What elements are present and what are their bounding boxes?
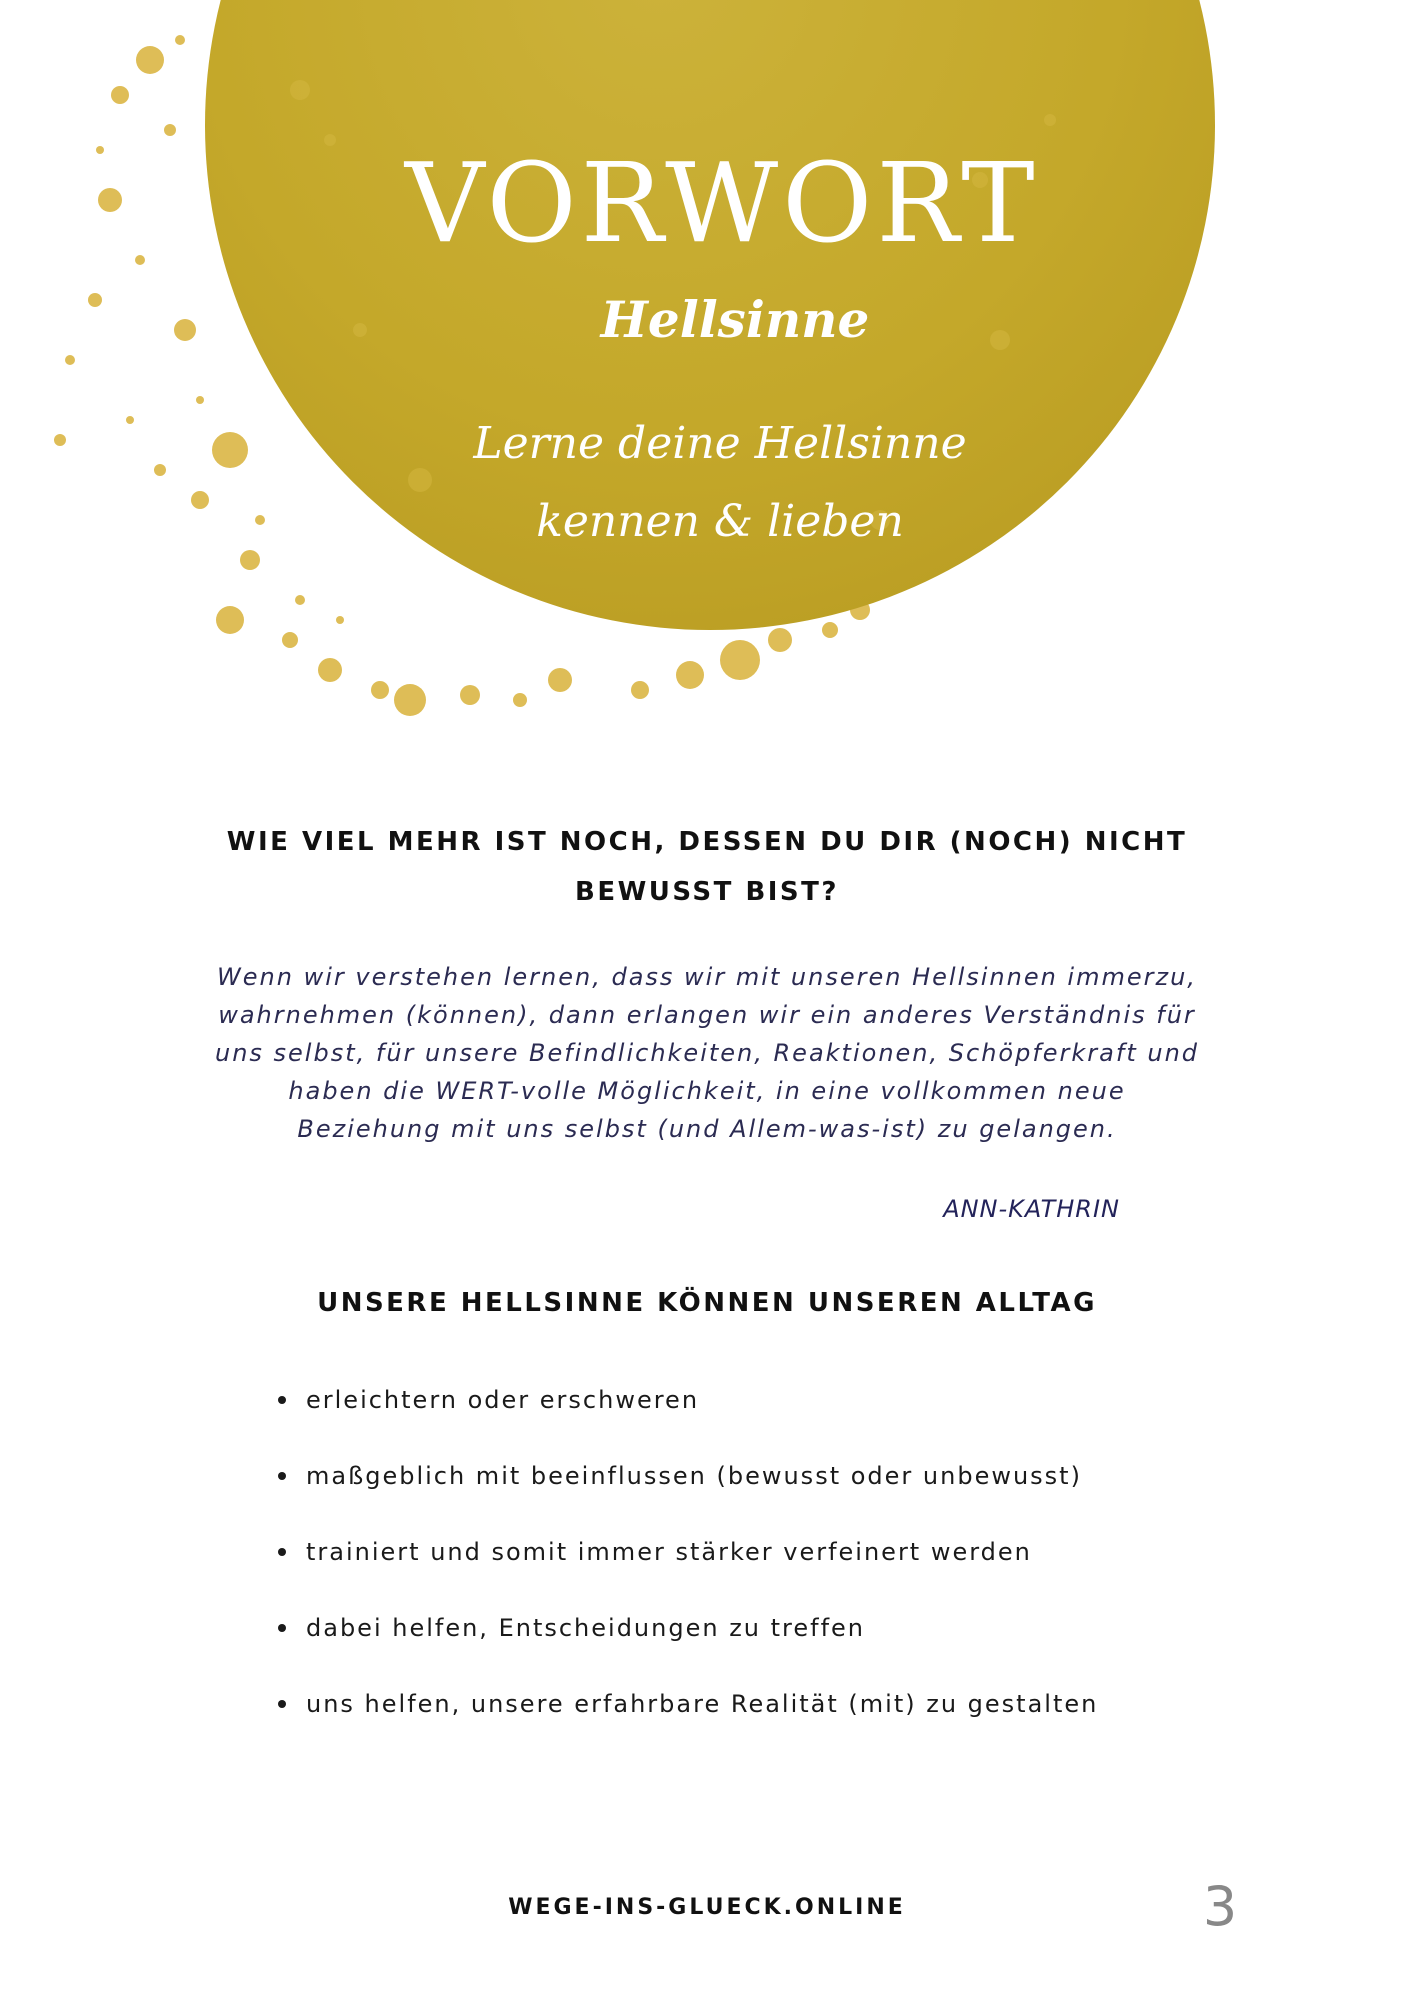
quote-author: ANN-KATHRIN [943,1195,1120,1223]
header-artwork [0,0,1414,720]
list-item-text: dabei helfen, Entscheidungen zu treffen [306,1614,866,1642]
gold-circle-splash [0,0,1414,720]
bullet-icon [278,1548,286,1556]
bullet-icon [278,1396,286,1404]
list-item [278,1608,1178,1684]
page-subtitle: Hellsinne [600,290,870,349]
quote-line: wahrnehmen (können), dann erlangen wir ein anderes Verständnis für [218,1001,1196,1029]
footer-website: WEGE-INS-GLUECK.ONLINE [508,1895,906,1920]
intro-question [215,817,1199,917]
list-item-text: trainiert und somit immer stärker verfeinert werden [306,1538,1032,1566]
list-item [278,1532,1178,1608]
list-item-text: maßgeblich mit beeinflussen (bewusst oder unbewusst) [306,1462,1082,1490]
tagline [440,405,1000,561]
list-item [278,1684,1178,1760]
intro-question-line-2: BEWUSST BIST? [575,877,839,907]
bullet-icon [278,1472,286,1480]
intro-question-line-1: WIE VIEL MEHR IST NOCH, DESSEN DU DIR (NOCH) NICHT [226,827,1188,857]
section-heading: UNSERE HELLSINNE KÖNNEN UNSEREN ALLTAG [317,1288,1097,1318]
list-item [278,1456,1178,1532]
benefits-list [278,1380,1178,1760]
tagline-line-2: kennen & lieben [536,496,904,547]
quote-line: haben die WERT-volle Möglichkeit, in eine vollkommen neue [288,1077,1126,1105]
page-title: VORWORT [405,139,1039,267]
bullet-icon [278,1700,286,1708]
list-item [278,1380,1178,1456]
page-number: 3 [1202,1875,1238,1938]
list-item-text: erleichtern oder erschweren [306,1386,700,1414]
quote-line: uns selbst, für unsere Befindlichkeiten, Reaktionen, Schöpferkraft und [214,1039,1200,1067]
bullet-icon [278,1624,286,1632]
tagline-line-1: Lerne deine Hellsinne [473,418,967,469]
quote-line: Beziehung mit uns selbst (und Allem-was-ist) zu gelangen. [297,1115,1117,1143]
intro-quote [210,958,1204,1148]
list-item-text: uns helfen, unsere erfahrbare Realität (mit) zu gestalten [306,1690,1099,1718]
quote-line: Wenn wir verstehen lernen, dass wir mit unseren Hellsinnen immerzu, [217,963,1197,991]
